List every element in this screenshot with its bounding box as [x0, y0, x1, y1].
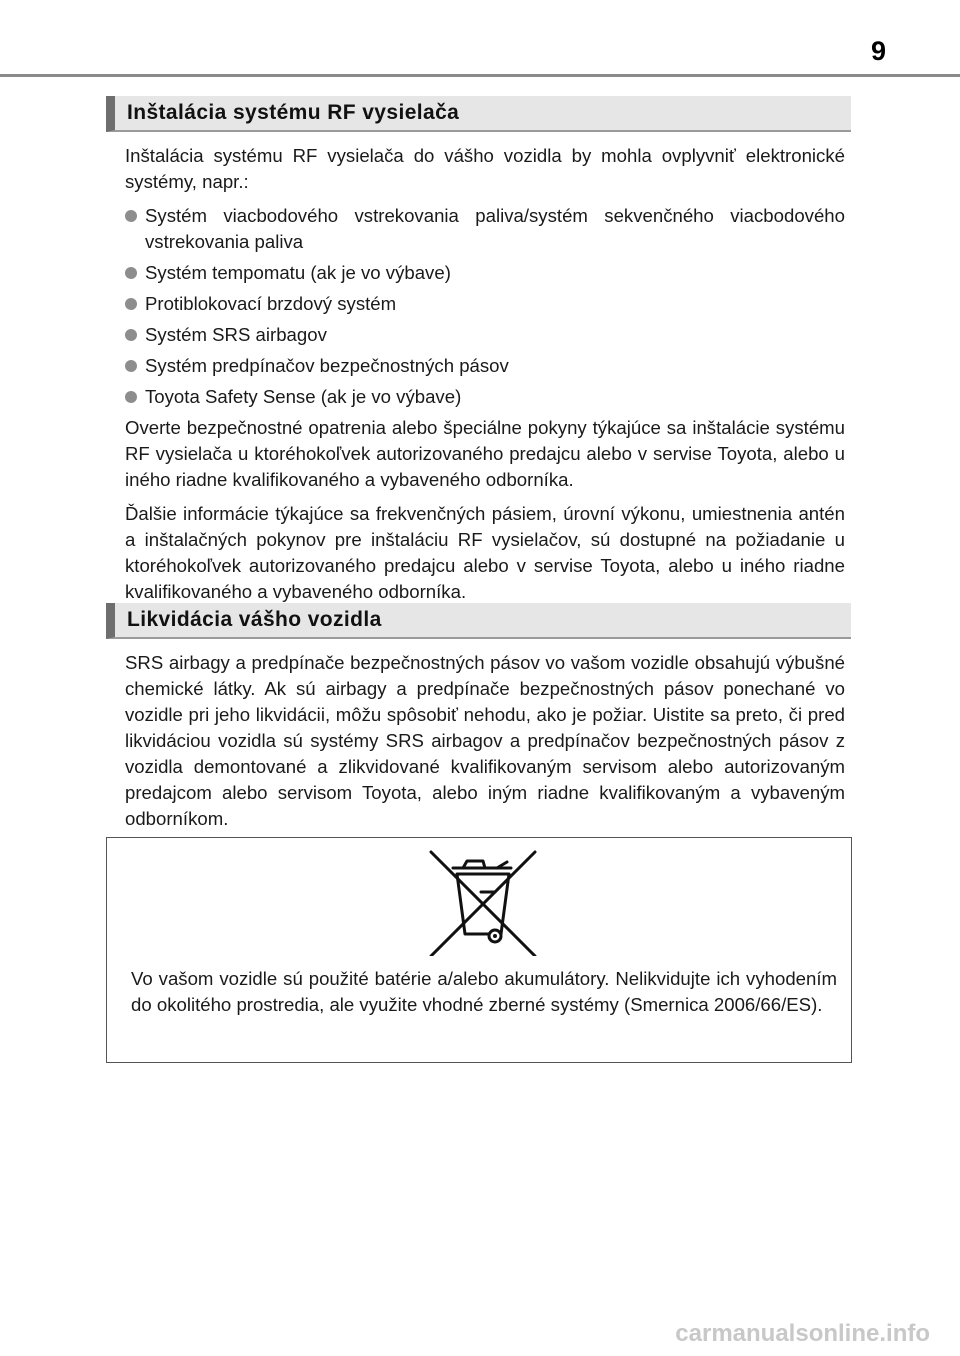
- battery-disposal-notice: [106, 837, 852, 1063]
- list-item-text: Systém predpínačov bezpečnostných pásov: [145, 355, 509, 376]
- list-item-text: Systém viacbodového vstrekovania paliva/systém sekvenčného viacbodového vstrekovania paliva: [145, 205, 845, 252]
- bullet-icon: [125, 360, 137, 372]
- section-header-rf-transmitter: [106, 96, 851, 132]
- bullet-icon: [125, 329, 137, 341]
- watermark: carmanualsonline.info: [675, 1320, 930, 1347]
- paragraph: Overte bezpečnostné opatrenia alebo špeciálne pokyny týkajúce sa inštalácie systému RF vysielača u ktoréhokoľvek autorizovaného predajcu alebo v servise Toyota, alebo u iného riadne kvalifikovaného a vybaveného odborníka.: [125, 417, 845, 490]
- bullet-icon: [125, 298, 137, 310]
- bullet-icon: [125, 267, 137, 279]
- list-item: [125, 291, 845, 317]
- intro-paragraph: Inštalácia systému RF vysielača do vášho vozidla by mohla ovplyvniť elektronické systémy, napr.:: [125, 145, 845, 192]
- paragraph: SRS airbagy a predpínače bezpečnostných pásov vo vašom vozidle obsahujú výbušné chemické látky. Ak sú airbagy a predpínače bezpečnostných pásov ponechané vo vozidle pri jeho likvidácii, môžu spôsobiť nehodu, ako je požiar. Uistite sa preto, či pred likvidáciou vozidla sú systémy SRS airbagov a predpínačov bezpečnostných pásov z vozidla demontované a zlikvidované kvalifikovaným servisom alebo autorizovaným predajcom alebo servisom Toyota, alebo iným riadne kvalifikovaným a vybaveným odborníkom.: [125, 652, 845, 829]
- list-item: [125, 203, 845, 255]
- list-item-text: Protiblokovací brzdový systém: [145, 293, 397, 314]
- page-number: 9: [870, 36, 886, 66]
- section-title: Inštalácia systému RF vysielača: [127, 101, 460, 124]
- list-item: [125, 322, 845, 348]
- section-body-rf-transmitter: [125, 143, 845, 613]
- bullet-icon: [125, 210, 137, 222]
- list-item: [125, 353, 845, 379]
- list-item: [125, 260, 845, 286]
- section-header-vehicle-disposal: [106, 603, 851, 639]
- list-item-text: Systém SRS airbagov: [145, 324, 327, 345]
- bullet-icon: [125, 391, 137, 403]
- list-item-text: Systém tempomatu (ak je vo výbave): [145, 262, 451, 283]
- paragraph: Ďalšie informácie týkajúce sa frekvenčných pásiem, úrovní výkonu, umiestnenia antén a inštalačných pokynov pre inštaláciu RF vysielačov, sú dostupné na požiadanie u ktoréhokoľvek autorizovaného predajcu alebo v servise Toyota, alebo u iného riadne kvalifikovaného a vybaveného odborníka.: [125, 503, 845, 602]
- crossed-out-wheelie-bin-icon: [423, 844, 543, 956]
- list-item-text: Toyota Safety Sense (ak je vo výbave): [145, 386, 462, 407]
- top-divider: [0, 74, 960, 77]
- list-item: [125, 384, 845, 410]
- notice-text: Vo vašom vozidle sú použité batérie a/alebo akumulátory. Nelikvidujte ich vyhodením do okolitého prostredia, ale využite vhodné zberné systémy (Smernica 2006/66/ES).: [131, 968, 837, 1015]
- section-body-vehicle-disposal: [125, 650, 845, 840]
- section-title: Likvidácia vášho vozidla: [127, 608, 382, 631]
